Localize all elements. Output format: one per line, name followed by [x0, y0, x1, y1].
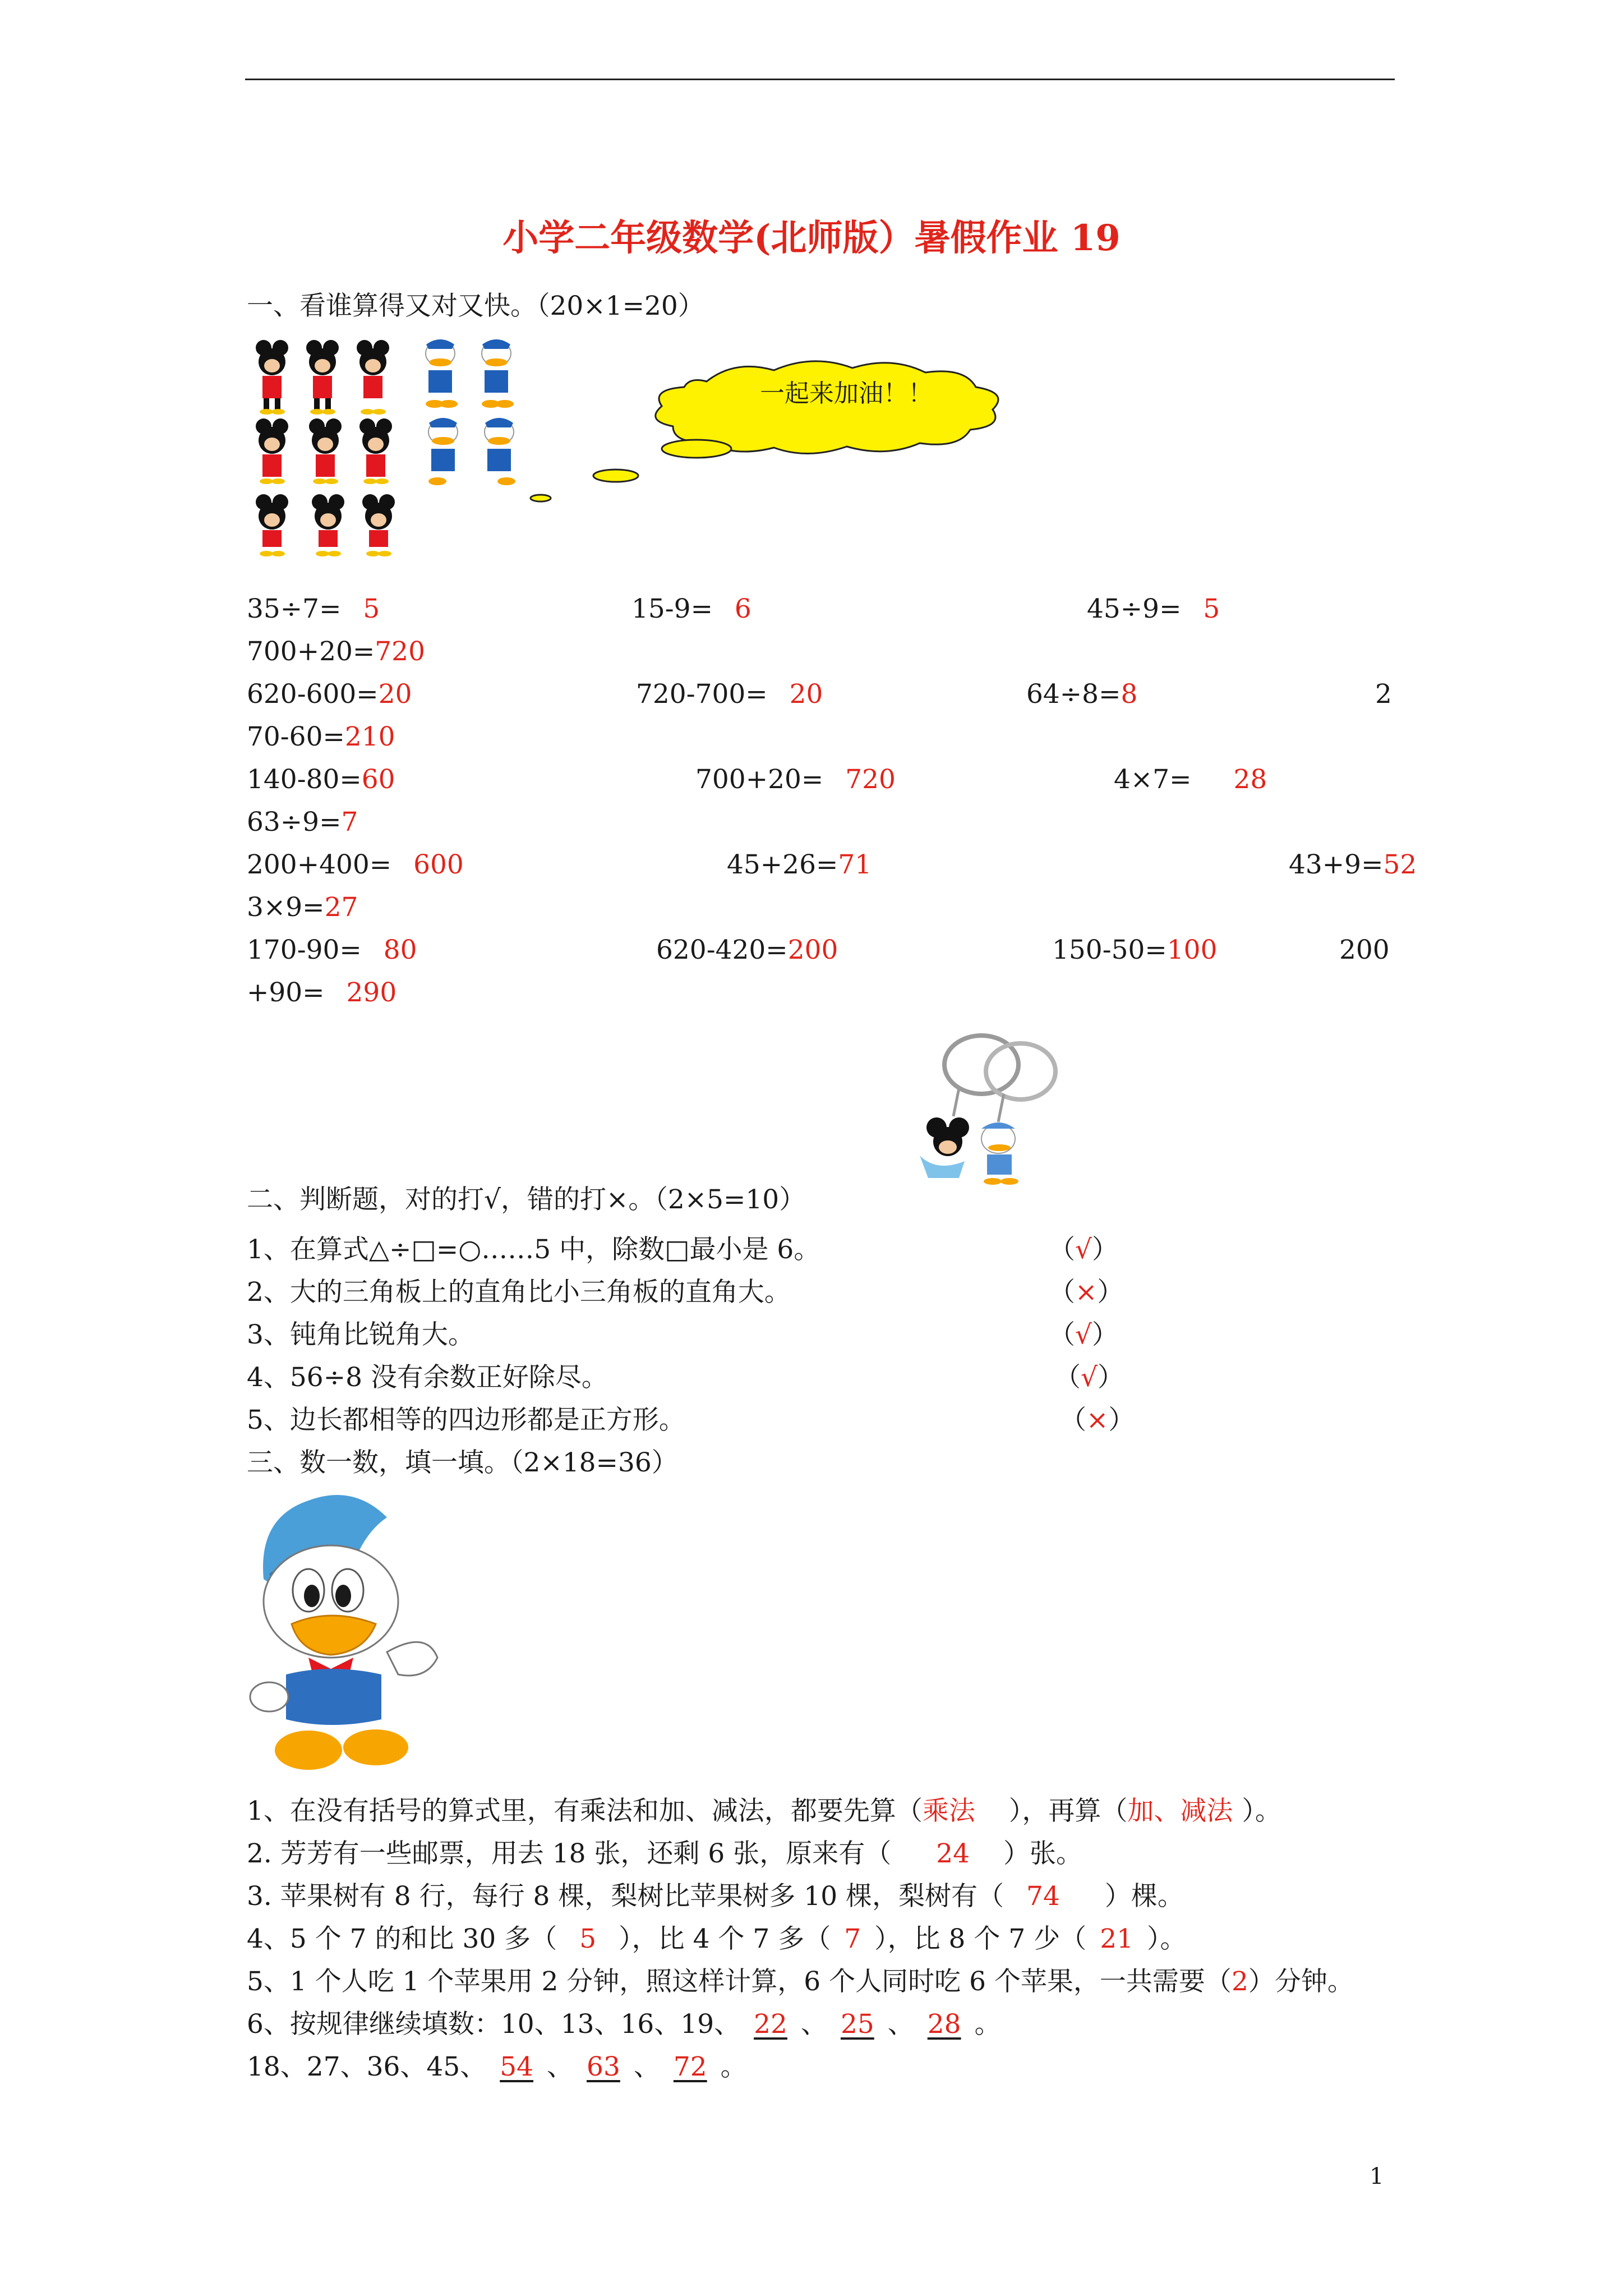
fill-q2: 2. 芳芳有一些邮票，用去 18 张，还剩 6 张，原来有（ 24 ）张。 [247, 1838, 1083, 1869]
judge-item-3-text: 3、钝角比锐角大。 [247, 1319, 474, 1350]
judge-item-1-answer: （√） [1049, 1234, 1118, 1265]
section1-heading: 一、看谁算得又对又快。（20×1=20） [247, 291, 704, 321]
fill-q7: 18、27、36、45、 54 、 63 、 72 。 [247, 2051, 747, 2082]
page-title: 小学二年级数学(北师版）暑假作业 19 [502, 217, 1121, 259]
section2-heading: 二、判断题，对的打√，错的打×。（2×5=10） [247, 1184, 806, 1215]
judge-item-2-answer: （×） [1049, 1277, 1124, 1308]
calc-item: 63÷9=7 [247, 807, 358, 838]
calc-item: 43+9=52 [1289, 849, 1417, 880]
fill-q5: 5、1 个人吃 1 个苹果用 2 分钟，照这样计算，6 个人同时吃 6 个苹果，一共需要（2）分钟。 [247, 1966, 1354, 1997]
fill-q4: 4、5 个 7 的和比 30 多（ 5 ），比 4 个 7 多（ 7 ），比 8 个 7 少（ 21 ）。 [247, 1924, 1187, 1954]
calc-item: 3×9=27 [247, 892, 358, 923]
keychain-image [875, 1027, 1077, 1195]
judge-item-2-text: 2、大的三角板上的直角比小三角板的直角大。 [247, 1277, 791, 1308]
calc-item: 15-9= 6 [631, 593, 751, 624]
calc-item: 64÷8=8 [1026, 679, 1138, 710]
header-rule [245, 79, 1395, 80]
calc-item: 200+400= 600 [247, 849, 464, 880]
calc-item: 2 [1375, 679, 1392, 710]
bubble-text: 一起来加油！！ [760, 379, 933, 408]
judge-item-1-text: 1、在算式△÷□=○……5 中，除数□最小是 6。 [247, 1234, 820, 1265]
judge-item-5-answer: （×） [1060, 1405, 1135, 1435]
calc-item: 140-80=60 [247, 764, 395, 795]
calc-item: 620-420=200 [656, 935, 838, 965]
calc-item: 700+20=720 [247, 636, 425, 667]
calc-item: 4×7= 28 [1114, 764, 1267, 795]
calc-item: 720-700= 20 [636, 679, 823, 710]
judge-item-4-answer: （√） [1054, 1362, 1124, 1393]
calc-item: 45÷9= 5 [1087, 593, 1220, 624]
fill-q6: 6、按规律继续填数：10、13、16、19、 22 、 25 、 28 。 [247, 2009, 1001, 2040]
thought-bubble [522, 348, 1094, 516]
calc-item: +90= 290 [247, 977, 397, 1008]
judge-item-4-text: 4、56÷8 没有余数正好除尽。 [247, 1362, 608, 1393]
page-number: 1 [1370, 2164, 1384, 2189]
mickey-group-image [247, 337, 538, 561]
calc-item: 150-50=100 [1052, 935, 1218, 965]
fill-q3: 3. 苹果树有 8 行，每行 8 棵，梨树比苹果树多 10 棵，梨树有（ 74 ）棵。 [247, 1881, 1184, 1912]
judge-item-3-answer: （√） [1049, 1319, 1118, 1350]
calc-item: 620-600=20 [247, 679, 412, 710]
calc-item: 35÷7= 5 [247, 593, 380, 624]
calc-item: 170-90= 80 [247, 935, 417, 965]
calc-item: 200 [1339, 935, 1390, 965]
section3-heading: 三、数一数，填一填。（2×18=36） [247, 1447, 678, 1478]
calc-item: 45+26=71 [727, 849, 872, 880]
mickey-figure-row1 [256, 340, 288, 415]
fill-q1: 1、在没有括号的算式里，有乘法和加、减法，都要先算（乘法 ），再算（加、减法 ）。 [247, 1796, 1281, 1826]
judge-item-5-text: 5、边长都相等的四边形都是正方形。 [247, 1405, 685, 1435]
donald-image [247, 1484, 471, 1775]
calc-item: 700+20= 720 [695, 764, 896, 795]
calc-item: 70-60=210 [247, 721, 395, 752]
